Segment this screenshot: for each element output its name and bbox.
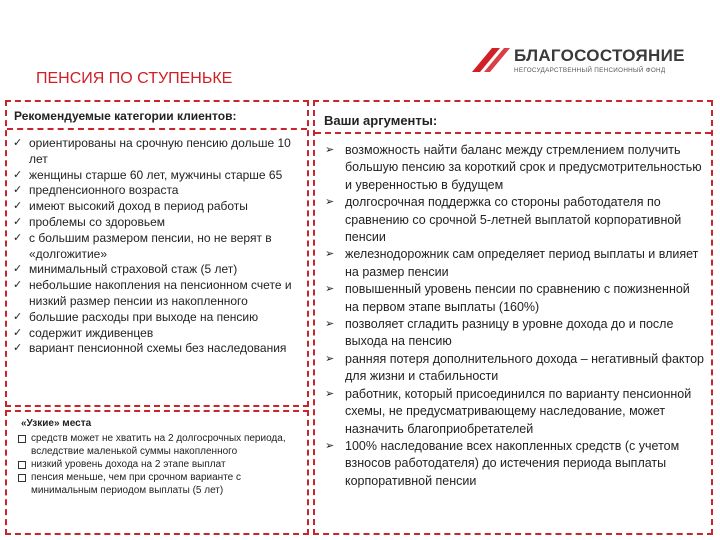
list-item: ➢ ранняя потеря дополнительного дохода – негативный фактор для жизни и стабильности (325, 351, 705, 386)
header-divider (315, 132, 711, 134)
arguments-header: Ваши аргументы: (324, 113, 438, 128)
list-item: средств может не хватить на 2 долгосрочных периода, вследствие маленькой суммы накопленного (15, 432, 301, 458)
list-item: ➢ возможность найти баланс между стремлением получить большую пенсию за короткий срок и предусмотрительностью и уверенностью в будущем (325, 142, 705, 194)
list-item: ✓ женщины старше 60 лет, мужчины старше 65 (11, 168, 303, 184)
list-item: пенсия меньше, чем при срочном варианте с минимальным периодом выплаты (5 лет) (15, 471, 301, 497)
list-item: ✓ вариант пенсионной схемы без наследования (11, 341, 303, 357)
logo-name: БЛАГОСОСТОЯНИЕ (514, 46, 685, 65)
list-item: ✓ предпенсионного возраста (11, 183, 303, 199)
narrow-places-list (15, 432, 301, 497)
page-title: ПЕНСИЯ ПО СТУПЕНЬКЕ (36, 70, 233, 87)
list-item: ✓ большие расходы при выходе на пенсию (11, 310, 303, 326)
list-item: ✓ имеют высокий доход в период работы (11, 199, 303, 215)
list-item: ➢ 100% наследование всех накопленных средств (с учетом взносов работодателя) до истечения периода выплаты корпоративной пенсии (325, 438, 705, 490)
header-divider (7, 128, 307, 130)
logo (470, 44, 690, 76)
list-item: ✓ с большим размером пенсии, но не верят в «долгожитие» (11, 231, 303, 263)
list-item: ➢ долгосрочная поддержка со стороны работодателя по сравнению со срочной 5-летней выплатой корпоративной пенсии (325, 194, 705, 246)
list-item: ✓ ориентированы на срочную пенсию дольше 10 лет (11, 136, 303, 168)
list-item: низкий уровень дохода на 2 этапе выплат (15, 458, 301, 471)
categories-header: Рекомендуемые категории клиентов: (14, 109, 237, 123)
arguments-panel (313, 100, 713, 535)
list-item: ✓ небольшие накопления на пенсионном счете и низкий размер пенсии из накопленного (11, 278, 303, 310)
categories-list (11, 136, 303, 357)
list-item: ➢ позволяет сгладить разницу в уровне дохода до и после выхода на пенсию (325, 316, 705, 351)
list-item: ➢ железнодорожник сам определяет период выплаты и влияет на размер пенсии (325, 246, 705, 281)
list-item: ➢ повышенный уровень пенсии по сравнению с пожизненной на первом этапе выплаты (160%) (325, 281, 705, 316)
arguments-list (325, 142, 705, 490)
list-item: ✓ минимальный страховой стаж (5 лет) (11, 262, 303, 278)
narrow-places-title: «Узкие» места (21, 418, 92, 429)
list-item: ➢ работник, который присоединился по варианту пенсионной схемы, не предусматривающему наследование, может назначить благоприобретателей (325, 386, 705, 438)
list-item: ✓ проблемы со здоровьем (11, 215, 303, 231)
logo-mark-icon (470, 44, 510, 74)
logo-subtitle: НЕГОСУДАРСТВЕННЫЙ ПЕНСИОННЫЙ ФОНД (514, 67, 666, 74)
list-item: ✓ содержит иждивенцев (11, 326, 303, 342)
categories-panel (5, 100, 309, 407)
narrow-places-panel (5, 410, 309, 535)
